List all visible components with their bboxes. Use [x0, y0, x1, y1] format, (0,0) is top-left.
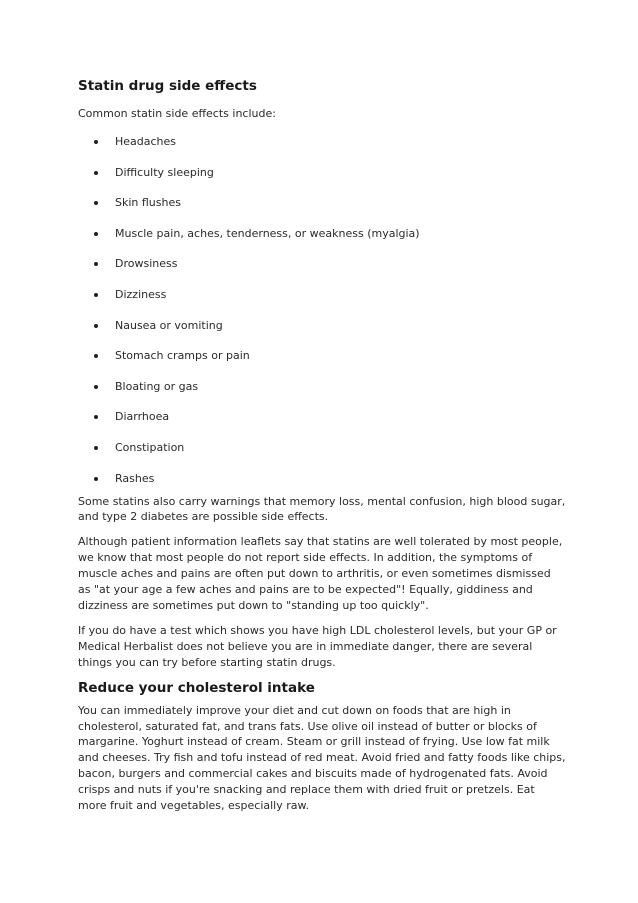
section-heading-statin-side-effects: Statin drug side effects — [78, 78, 257, 94]
bullet-icon — [94, 232, 98, 236]
bullet-icon — [94, 262, 98, 266]
list-item-text: Stomach cramps or pain — [115, 349, 250, 363]
paragraph-patient-leaflets: Although patient information leaflets say that statins are well tolerated by most people, we know that most people do not report side effects. In addition, the symptoms of muscle aches and pains are often put down to arthritis, or even sometimes dismissed as "at your age a few aches and pains are to be expected"! Equally, giddiness and dizziness are sometimes put down to "standing up too quickly". — [78, 535, 563, 612]
list-item — [78, 471, 566, 487]
side-effects-list — [78, 134, 566, 487]
list-item — [78, 165, 566, 181]
section-heading-reduce-cholesterol: Reduce your cholesterol intake — [78, 679, 315, 696]
list-item-text: Skin flushes — [115, 196, 181, 210]
bullet-icon — [94, 324, 98, 328]
list-item — [78, 195, 566, 211]
bullet-icon — [94, 477, 98, 481]
list-item-text: Muscle pain, aches, tenderness, or weakness (myalgia) — [115, 226, 420, 240]
list-item — [78, 256, 566, 272]
bullet-icon — [94, 446, 98, 450]
list-item-text: Drowsiness — [115, 257, 178, 271]
list-item — [78, 134, 566, 150]
document-page — [78, 76, 566, 823]
bullet-icon — [94, 201, 98, 205]
list-item — [78, 318, 566, 334]
list-item-text: Nausea or vomiting — [115, 318, 223, 332]
bullet-icon — [94, 354, 98, 358]
paragraph-warnings: Some statins also carry warnings that memory loss, mental confusion, high blood sugar, and type 2 diabetes are possible side effects. — [78, 494, 566, 524]
list-item-text: Diarrhoea — [115, 410, 170, 424]
list-item-text: Constipation — [115, 440, 185, 454]
list-item-text: Headaches — [115, 135, 177, 148]
list-item-text: Difficulty sleeping — [115, 165, 214, 179]
intro-text: Common statin side effects include: — [78, 107, 276, 120]
bullet-icon — [94, 385, 98, 389]
bullet-icon — [94, 171, 98, 175]
list-item — [78, 226, 566, 242]
list-item — [78, 409, 566, 425]
list-item — [78, 287, 566, 303]
list-item — [78, 348, 566, 364]
paragraph-ldl-test: If you do have a test which shows you have high LDL cholesterol levels, but your GP or Medical Herbalist does not believe you are in immediate danger, there are several things you can try before starting statin drugs. — [78, 623, 557, 669]
list-item-text: Rashes — [115, 471, 155, 485]
bullet-icon — [94, 140, 98, 144]
paragraph-diet-advice: You can immediately improve your diet and cut down on foods that are high in cholesterol, saturated fat, and trans fats. Use olive oil instead of butter or blocks of margarine. Yoghurt instead of cream. Steam or grill instead of frying. Use low fat milk and cheeses. Try fish and tofu instead of red meat. Avoid fried and fatty foods like chips, bacon, burgers and commercial cakes and biscuits made of hydrogenated fats. Avoid crisps and nuts if you're snacking and replace them with dried fruit or pretzels. Eat more fruit and vegetables, especially raw. — [78, 703, 566, 813]
bullet-icon — [94, 293, 98, 297]
list-item-text: Bloating or gas — [115, 379, 199, 393]
list-item — [78, 379, 566, 395]
list-item-text: Dizziness — [115, 287, 167, 301]
bullet-icon — [94, 415, 98, 419]
list-item — [78, 440, 566, 456]
